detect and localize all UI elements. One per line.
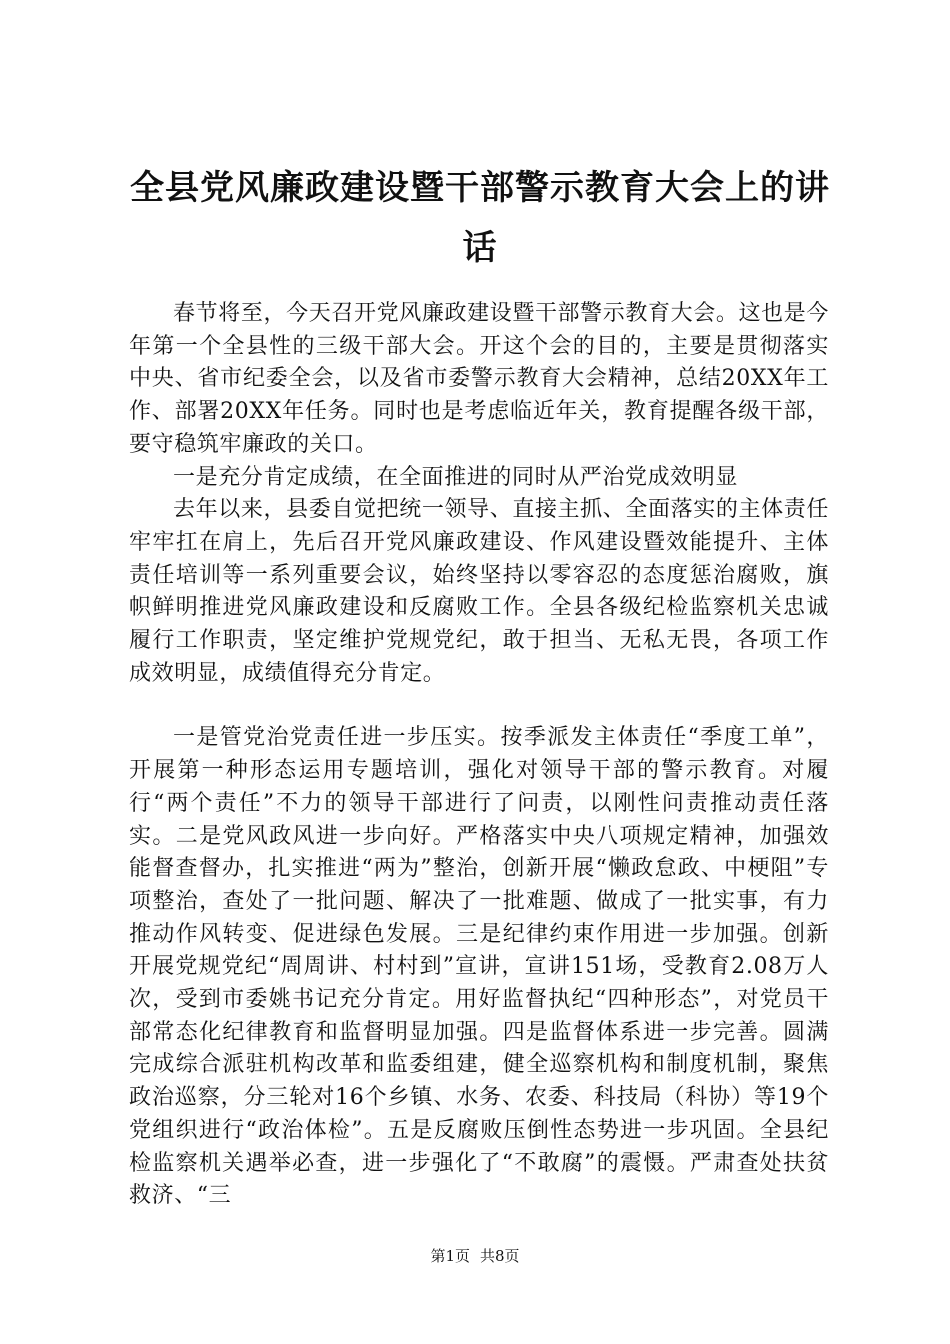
paragraph-details: 一是管党治党责任进一步压实。按季派发主体责任“季度工单”，开展第一种形态运用专题培训，强化对领导干部的警示教育。对履行“两个责任”不力的领导干部进行了问责，以刚性问责推动责任落实。二是党风政风进一步向好。严格落实中央八项规定精神，加强效能督查督办，扎实推进“两为”整治，创新开展“懒政怠政、中梗阻”专项整治，查处了一批问题、解决了一批难题、做成了一批实事，有力推动作风转变、促进绿色发展。三是纪律约束作用进一步加强。创新开展党规党纪“周周讲、村村到”宣讲，宣讲151场，受教育2.08万人次，受到市委姚书记充分肯定。用好监督执纪“四种形态”，对党员干部常态化纪律教育和监督明显加强。四是监督体系进一步完善。圆满完成综合派驻机构改革和监委组建，健全巡察机构和制度机制，聚焦政治巡察，分三轮对16个乡镇、水务、农委、科技局（科协）等19个党组织进行“政治体检”。五是反腐败压倒性态势进一步巩固。全县纪检监察机关遇举必查，进一步强化了“不敢腐”的震慑。严肃查处扶贫救济、“三 <box>129 725 829 1209</box>
paragraph-achievements: 去年以来，县委自觉把统一领导、直接主抓、全面落实的主体责任牢牢扛在肩上，先后召开党风廉政建设、作风建设暨效能提升、主体责任培训等一系列重要会议，始终坚持以零容忍的态度惩治腐败，旗帜鲜明推进党风廉政建设和反腐败工作。全县各级纪检监察机关忠诚履行工作职责，坚定维护党规党纪，敢于担当、无私无畏，各项工作成效明显，成绩值得充分肯定。 <box>129 497 829 686</box>
page-footer <box>0 1246 950 1266</box>
document-title: 全县党风廉政建设暨干部警示教育大会上的讲话 <box>130 168 830 268</box>
document-body <box>129 298 829 1213</box>
paragraph-intro: 春节将至，今天召开党风廉政建设暨干部警示教育大会。这也是今年第一个全县性的三级干部大会。开这个会的目的，主要是贯彻落实中央、省市纪委全会，以及省市委警示教育大会精神，总结20XX年工作、部署20XX年任务。同时也是考虑临近年关，教育提醒各级干部，要守稳筑牢廉政的关口。 <box>129 301 829 457</box>
page-number: 第1页 <box>430 1247 470 1265</box>
page-total: 共8页 <box>480 1247 520 1265</box>
paragraph-section-heading: 一是充分肯定成绩，在全面推进的同时从严治党成效明显 <box>173 464 739 490</box>
